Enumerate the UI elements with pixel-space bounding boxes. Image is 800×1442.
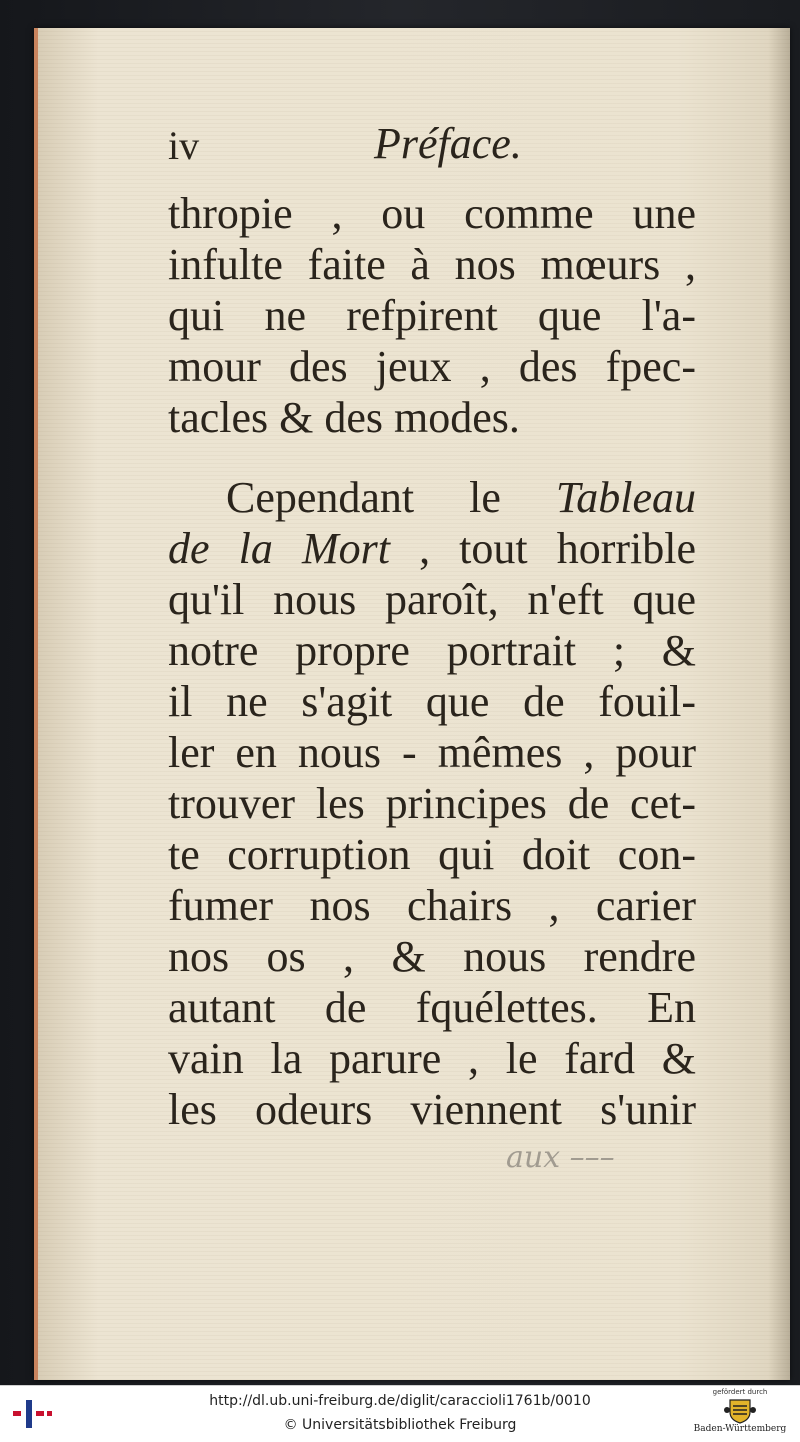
text-line: qui ne refpirent que l'a- [168,291,696,340]
text-line [168,523,696,574]
text-line [168,472,696,523]
text-line: nos os , & nous rendre [168,932,696,981]
text-line: les odeurs viennent s'unir [168,1085,696,1134]
italic-title-run: de la Mort [168,524,390,573]
handwritten-margin-note: aux ––– [506,1140,615,1175]
baden-wuerttemberg-crest-icon [723,1398,757,1424]
paragraph-1 [168,188,696,443]
permalink-url[interactable]: http://dl.ub.uni-freiburg.de/diglit/caraccioli1761b/0010 [209,1393,591,1409]
text-line: tacles & des modes. [168,393,520,442]
text-line: notre propre portrait ; & [168,626,696,675]
text-run: , tout horrible [389,524,697,573]
page-edge-shadow [768,28,790,1380]
italic-title-run: Tableau [555,473,696,522]
sponsor-badge[interactable] [690,1388,790,1442]
text-line: autant de fquélettes. En [168,983,696,1032]
text-line: ler en nous - mêmes , pour [168,728,696,777]
text-run: Cependant le [226,473,556,522]
paragraph-2 [168,472,696,1135]
running-title: Préface. [374,119,522,168]
text-line: il ne s'agit que de fouil- [168,677,696,726]
text-line: infulte faite à nos mœurs , [168,240,696,289]
text-line: thropie , ou comme une [168,189,696,238]
sponsor-name: Baden-Württemberg [693,1424,787,1434]
text-line: te corruption qui doit con- [168,830,696,879]
page-number: iv [168,123,200,168]
text-line: qu'il nous paroît, n'eft que [168,575,696,624]
text-line: trouver les principes de cet- [168,779,696,828]
text-line: vain la parure , le fard & [168,1034,696,1083]
text-line: mour des jeux , des fpec- [168,342,696,391]
copyright-notice: © Universitätsbibliothek Freiburg [283,1417,517,1433]
running-head [168,118,548,178]
sponsor-caption: gefördert durch [712,1388,768,1396]
viewer-footer [0,1385,800,1442]
text-line: fumer nos chairs , carier [168,881,696,930]
